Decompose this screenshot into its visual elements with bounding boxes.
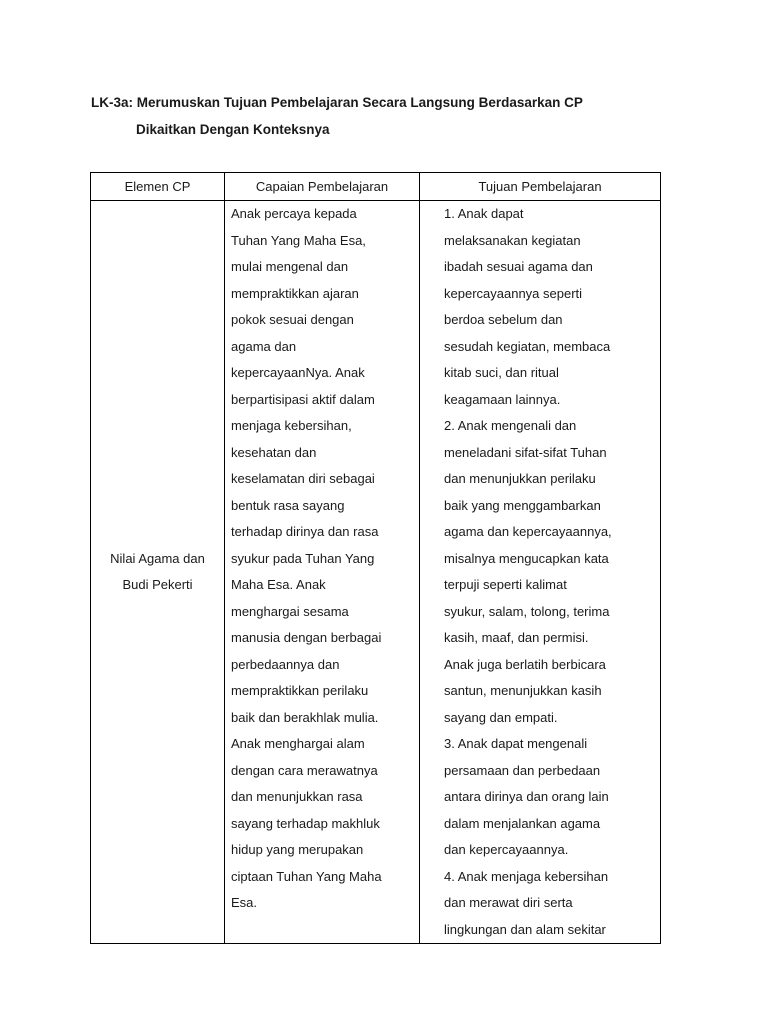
capaian-line: bentuk rasa sayang bbox=[231, 497, 345, 513]
capaian-line: dan menunjukkan rasa bbox=[231, 789, 363, 804]
elemen-cp-text bbox=[91, 546, 224, 599]
tujuan-line: baik yang menggambarkan bbox=[444, 497, 601, 513]
document-subtitle: Dikaitkan Dengan Konteksnya bbox=[136, 122, 330, 137]
tujuan-line: santun, menunjukkan kasih bbox=[444, 683, 602, 698]
tujuan-line: misalnya mengucapkan kata bbox=[444, 550, 609, 566]
capaian-line: sayang terhadap makhluk bbox=[231, 815, 380, 831]
tujuan-line: dan menunjukkan perilaku bbox=[444, 471, 596, 486]
tujuan-line: persamaan dan perbedaan bbox=[444, 762, 601, 778]
capaian-line: syukur pada Tuhan Yang bbox=[231, 550, 375, 566]
capaian-line: dengan cara merawatnya bbox=[231, 762, 378, 778]
tujuan-line: sayang dan empati. bbox=[444, 709, 558, 725]
capaian-line: mempraktikkan perilaku bbox=[231, 683, 369, 698]
tujuan-line: 2. Anak mengenali dan bbox=[444, 418, 577, 433]
capaian-line: kepercayaanNya. Anak bbox=[231, 365, 365, 380]
tujuan-pembelajaran-text bbox=[420, 201, 660, 943]
tujuan-line: kepercayaannya seperti bbox=[444, 285, 583, 301]
capaian-line: perbedaannya dan bbox=[231, 656, 340, 672]
capaian-line: baik dan berakhlak mulia. bbox=[231, 709, 379, 725]
capaian-line: Esa. bbox=[231, 895, 258, 910]
header-elemen-cp: Elemen CP bbox=[91, 173, 225, 201]
tujuan-line: berdoa sebelum dan bbox=[444, 312, 563, 327]
tujuan-line: ibadah sesuai agama dan bbox=[444, 259, 593, 274]
capaian-line: manusia dengan berbagai bbox=[231, 630, 382, 645]
tujuan-line: meneladani sifat-sifat Tuhan bbox=[444, 444, 607, 460]
capaian-line: agama dan bbox=[231, 338, 297, 354]
tujuan-line: 4. Anak menjaga kebersihan bbox=[444, 868, 609, 884]
tujuan-line: 3. Anak dapat mengenali bbox=[444, 736, 588, 751]
header-capaian-pembelajaran: Capaian Pembelajaran bbox=[225, 173, 420, 201]
capaian-pembelajaran-text bbox=[225, 201, 419, 917]
capaian-pembelajaran-cell bbox=[225, 201, 420, 944]
capaian-line: Anak menghargai alam bbox=[231, 736, 365, 751]
header-tujuan-pembelajaran: Tujuan Pembelajaran bbox=[420, 173, 661, 201]
capaian-line: terhadap dirinya dan rasa bbox=[231, 524, 379, 539]
tujuan-line: lingkungan dan alam sekitar bbox=[444, 921, 606, 937]
capaian-line: Maha Esa. Anak bbox=[231, 577, 326, 592]
capaian-line: keselamatan diri sebagai bbox=[231, 471, 375, 486]
tujuan-line: keagamaan lainnya. bbox=[444, 391, 561, 407]
tujuan-line: antara dirinya dan orang lain bbox=[444, 789, 609, 804]
tujuan-line: terpuji seperti kalimat bbox=[444, 577, 567, 592]
tujuan-line: syukur, salam, tolong, terima bbox=[444, 603, 610, 619]
tujuan-line: agama dan kepercayaannya, bbox=[444, 524, 612, 539]
capaian-line: Anak percaya kepada bbox=[231, 206, 357, 221]
tujuan-line: kitab suci, dan ritual bbox=[444, 365, 559, 380]
tujuan-line: 1. Anak dapat bbox=[444, 206, 524, 221]
capaian-line: berpartisipasi aktif dalam bbox=[231, 391, 375, 407]
tujuan-pembelajaran-cell bbox=[420, 201, 661, 944]
tujuan-line: melaksanakan kegiatan bbox=[444, 232, 581, 248]
elemen-cp-line: Nilai Agama dan bbox=[110, 550, 205, 566]
capaian-line: hidup yang merupakan bbox=[231, 842, 364, 857]
table-row bbox=[91, 201, 661, 944]
tujuan-line: kasih, maaf, dan permisi. bbox=[444, 630, 589, 645]
capaian-line: mempraktikkan ajaran bbox=[231, 285, 359, 301]
tujuan-line: sesudah kegiatan, membaca bbox=[444, 338, 611, 354]
capaian-line: ciptaan Tuhan Yang Maha bbox=[231, 868, 382, 884]
capaian-line: menjaga kebersihan, bbox=[231, 418, 352, 433]
tujuan-line: dan merawat diri serta bbox=[444, 895, 573, 910]
capaian-line: Tuhan Yang Maha Esa, bbox=[231, 232, 366, 248]
tujuan-line: dan kepercayaannya. bbox=[444, 842, 569, 857]
elemen-cp-line: Budi Pekerti bbox=[122, 577, 193, 592]
tujuan-line: Anak juga berlatih berbicara bbox=[444, 656, 606, 672]
capaian-line: pokok sesuai dengan bbox=[231, 312, 354, 327]
capaian-line: mulai mengenal dan bbox=[231, 259, 349, 274]
document-title: LK-3a: Merumuskan Tujuan Pembelajaran Secara Langsung Berdasarkan CP bbox=[91, 95, 583, 110]
capaian-line: kesehatan dan bbox=[231, 444, 317, 460]
lk-table bbox=[90, 172, 661, 944]
elemen-cp-cell bbox=[91, 201, 225, 944]
tujuan-line: dalam menjalankan agama bbox=[444, 815, 601, 831]
capaian-line: menghargai sesama bbox=[231, 603, 349, 619]
table-header-row bbox=[91, 173, 661, 201]
